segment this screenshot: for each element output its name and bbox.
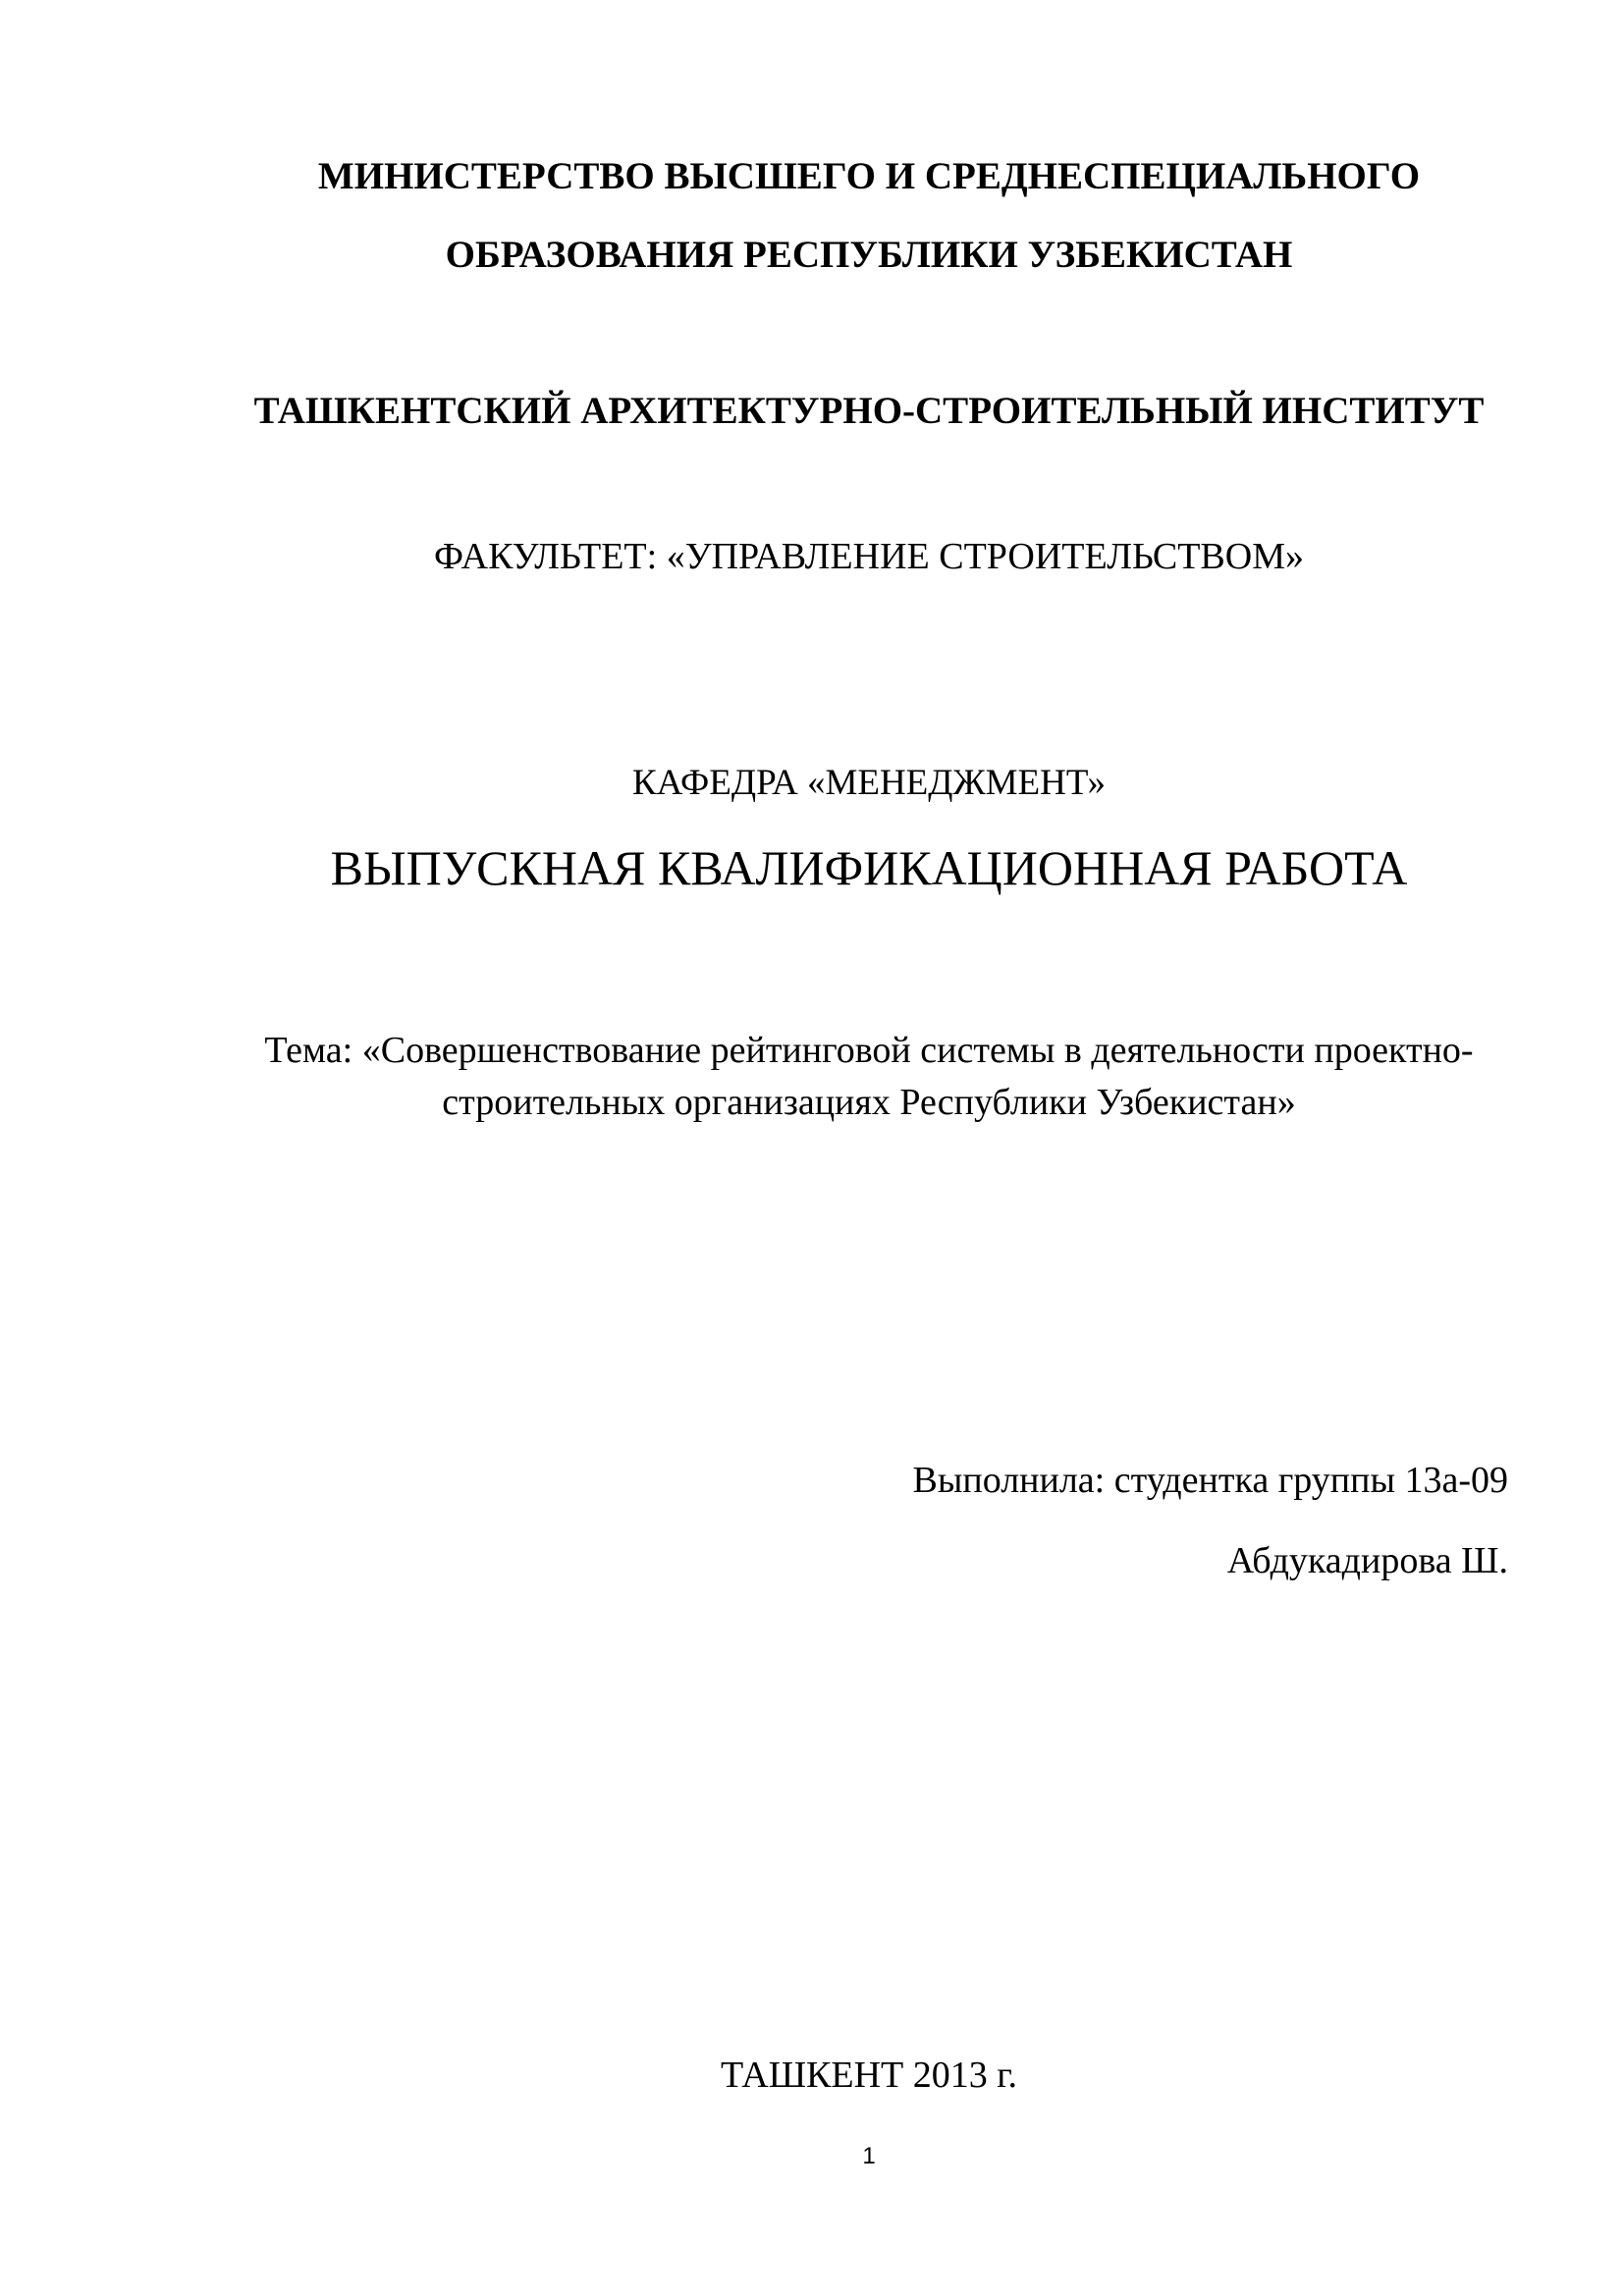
theme-line-2: строительных организациях Республики Узбекистан» [442,1082,1296,1123]
page-number: 1 [862,2143,876,2169]
ministry-title-line-2: ОБРАЗОВАНИЯ РЕСПУБЛИКИ УЗБЕКИСТАН [445,234,1293,276]
faculty-title: ФАКУЛЬТЕТ: «УПРАВЛЕНИЕ СТРОИТЕЛЬСТВОМ» [434,536,1304,577]
department-title: КАФЕДРА «МЕНЕДЖМЕНТ» [631,763,1107,803]
city-year: ТАШКЕНТ 2013 г. [720,2055,1018,2096]
author-info-line: Выполнила: студентка группы 13а-09 [912,1460,1508,1501]
ministry-title-line-1: МИНИСТЕРСТВО ВЫСШЕГО И СРЕДНЕСПЕЦИАЛЬНОГО [317,155,1421,197]
theme-line-1: Тема: «Совершенствование рейтинговой системы в деятельности проектно- [264,1030,1474,1071]
institute-title: ТАШКЕНТСКИЙ АРХИТЕКТУРНО-СТРОИТЕЛЬНЫЙ ИНСТИТУТ [253,390,1485,432]
work-type-title: ВЫПУСКНАЯ КВАЛИФИКАЦИОННАЯ РАБОТА [330,840,1408,895]
author-name: Абдукадирова Ш. [1226,1540,1508,1581]
